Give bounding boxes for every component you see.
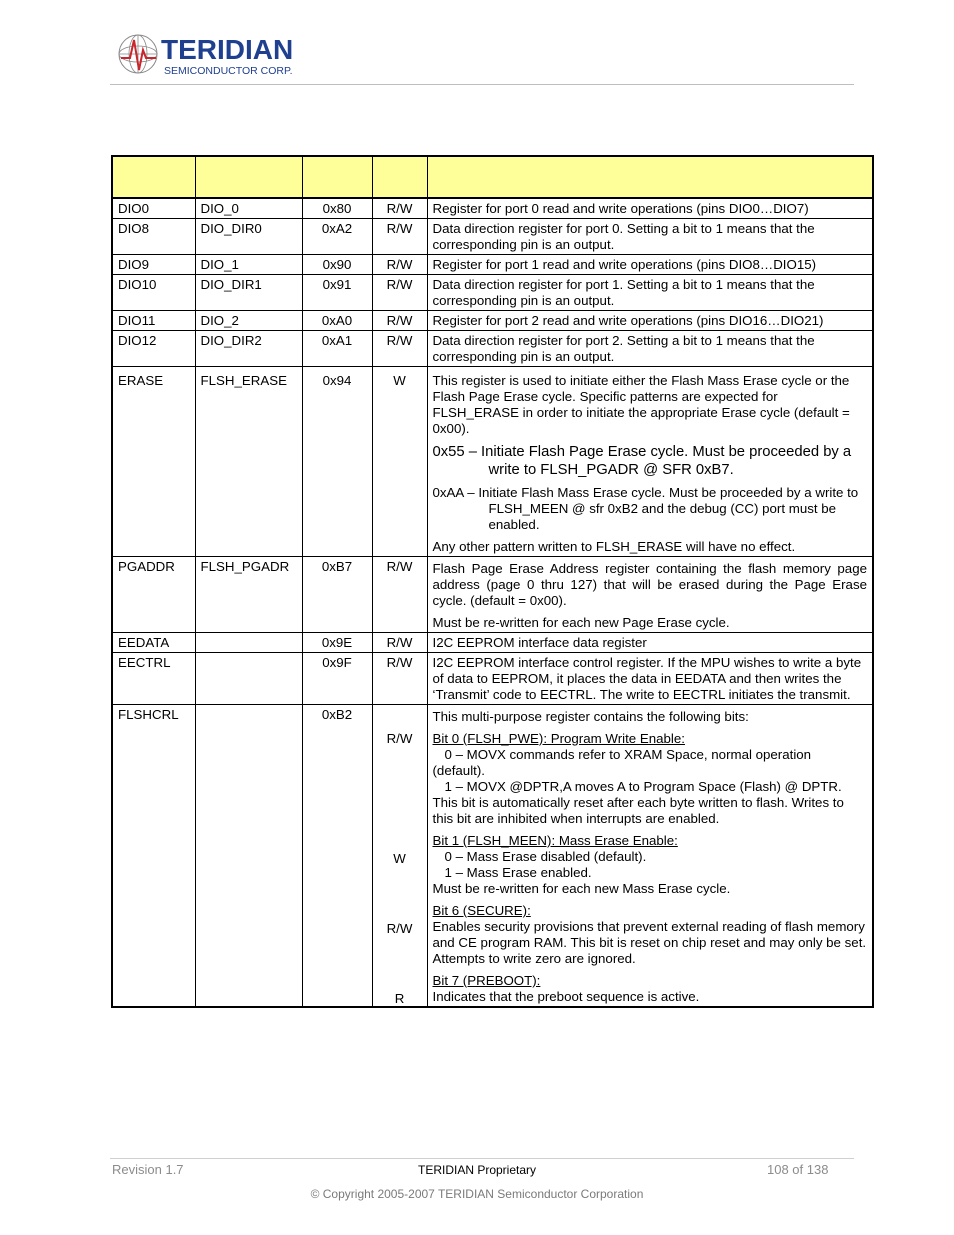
bit1-line1: 0 – Mass Erase disabled (default). bbox=[444, 849, 647, 864]
sfr-name: DIO_DIR2 bbox=[195, 331, 302, 367]
description: I2C EEPROM interface control register. If the MPU wishes to write a byte of data to EEPROM, it places the data in EEDATA and then writes the ‘Transmit’ code to EECTRL. The write to EECTRL initiates the transmit. bbox=[427, 653, 873, 705]
sfr-address: 0xA1 bbox=[302, 331, 372, 367]
sfr-address: 0x94 bbox=[302, 367, 372, 557]
description bbox=[427, 367, 873, 557]
table-row-erase bbox=[112, 367, 873, 557]
register-name: ERASE bbox=[112, 367, 195, 557]
access-type bbox=[372, 705, 427, 1008]
flshcrl-bit0 bbox=[433, 731, 868, 827]
table-row-eectrl bbox=[112, 653, 873, 705]
table-row bbox=[112, 311, 873, 331]
sfr-address: 0x90 bbox=[302, 255, 372, 275]
header-cell bbox=[372, 156, 427, 198]
header-cell bbox=[427, 156, 873, 198]
sfr-address: 0xB2 bbox=[302, 705, 372, 1008]
sfr-name: FLSH_ERASE bbox=[195, 367, 302, 557]
sfr-address: 0x9E bbox=[302, 633, 372, 653]
access-bit6: R/W bbox=[386, 921, 413, 936]
bit1-line2: 1 – Mass Erase enabled. bbox=[444, 865, 592, 880]
bit6-line1: Enables security provisions that prevent external reading of flash memory and CE program RAM. This bit is reset on chip reset and may only be set. Attempts to write zero are ignored. bbox=[432, 919, 867, 966]
access-type: W bbox=[372, 367, 427, 557]
sfr-address: 0x91 bbox=[302, 275, 372, 311]
access-bit1: W bbox=[393, 851, 406, 866]
logo-tagline: SEMICONDUCTOR CORP. bbox=[164, 65, 293, 77]
footer-divider bbox=[110, 1158, 854, 1159]
bit7-title: Bit 7 (PREBOOT): bbox=[432, 973, 541, 988]
table-row bbox=[112, 198, 873, 219]
access-type: R/W bbox=[372, 219, 427, 255]
logo-globe-icon bbox=[119, 35, 157, 73]
header-cell bbox=[195, 156, 302, 198]
table-row bbox=[112, 331, 873, 367]
access-type: R/W bbox=[372, 633, 427, 653]
table-header-row bbox=[112, 156, 873, 198]
access-type: R/W bbox=[372, 275, 427, 311]
bit6-title: Bit 6 (SECURE): bbox=[432, 903, 531, 918]
header-cell bbox=[302, 156, 372, 198]
bit7-line1: Indicates that the preboot sequence is active. bbox=[432, 989, 700, 1004]
teridian-logo bbox=[118, 32, 318, 78]
footer-page-number: 108 of 138 bbox=[767, 1162, 829, 1177]
flshcrl-bit7 bbox=[433, 973, 868, 1005]
access-type: R/W bbox=[372, 311, 427, 331]
table-row-flshcrl bbox=[112, 705, 873, 1008]
table-row-eedata bbox=[112, 633, 873, 653]
register-name: DIO0 bbox=[112, 198, 195, 219]
sfr-register-table bbox=[111, 155, 874, 1008]
sfr-name: DIO_DIR1 bbox=[195, 275, 302, 311]
register-name: DIO12 bbox=[112, 331, 195, 367]
pgaddr-desc: Flash Page Erase Address register containing the flash memory page address (page 0 thru 127) that will be erased during the Page Erase cycle. (default = 0x00). bbox=[432, 561, 867, 608]
flshcrl-intro: This multi-purpose register contains the following bits: bbox=[432, 709, 749, 724]
register-name: EECTRL bbox=[112, 653, 195, 705]
header-divider bbox=[110, 84, 854, 85]
footer-proprietary: TERIDIAN Proprietary bbox=[417, 1163, 537, 1177]
sfr-name bbox=[195, 705, 302, 1008]
erase-other-pattern: Any other pattern written to FLSH_ERASE will have no effect. bbox=[432, 539, 796, 554]
register-name: PGADDR bbox=[112, 557, 195, 633]
access-type: R/W bbox=[372, 331, 427, 367]
logo-brand-text: TERIDIAN bbox=[161, 34, 294, 65]
erase-pattern-0x55: 0x55 – Initiate Flash Page Erase cycle. Must be proceeded by a write to FLSH_PGADR @ SFR 0xB7. bbox=[432, 444, 852, 478]
bit0-line1: 0 – MOVX commands refer to XRAM Space, normal operation (default). bbox=[432, 747, 812, 778]
footer-copyright: © Copyright 2005-2007 TERIDIAN Semiconductor Corporation bbox=[310, 1187, 644, 1201]
erase-pattern-0xaa: 0xAA – Initiate Flash Mass Erase cycle. Must be proceeded by a write to FLSH_MEEN @ sfr 0xB2 and the debug (CC) port must be enabled. bbox=[432, 485, 859, 532]
access-bit0: R/W bbox=[386, 731, 413, 746]
sfr-name: DIO_DIR0 bbox=[195, 219, 302, 255]
access-type: R/W bbox=[372, 557, 427, 633]
register-name: DIO9 bbox=[112, 255, 195, 275]
register-name: FLSHCRL bbox=[112, 705, 195, 1008]
register-name: DIO11 bbox=[112, 311, 195, 331]
description: Data direction register for port 0. Setting a bit to 1 means that the corresponding pin is an output. bbox=[427, 219, 873, 255]
sfr-address: 0xB7 bbox=[302, 557, 372, 633]
description: Data direction register for port 2. Setting a bit to 1 means that the corresponding pin is an output. bbox=[427, 331, 873, 367]
description: I2C EEPROM interface data register bbox=[427, 633, 873, 653]
bit0-line2: 1 – MOVX @DPTR,A moves A to Program Space (Flash) @ DPTR. This bit is automatically reset after each byte written to flash. Writes to this bit are inhibited when interrupts are enabled. bbox=[432, 779, 844, 826]
header-cell bbox=[112, 156, 195, 198]
sfr-name: DIO_1 bbox=[195, 255, 302, 275]
table-row bbox=[112, 275, 873, 311]
sfr-name: DIO_0 bbox=[195, 198, 302, 219]
register-name: DIO10 bbox=[112, 275, 195, 311]
access-type: R/W bbox=[372, 255, 427, 275]
table-row bbox=[112, 219, 873, 255]
bit1-title: Bit 1 (FLSH_MEEN): Mass Erase Enable: bbox=[432, 833, 678, 848]
table-row bbox=[112, 255, 873, 275]
description: Register for port 1 read and write operations (pins DIO8…DIO15) bbox=[427, 255, 873, 275]
footer-revision: Revision 1.7 bbox=[112, 1162, 184, 1177]
access-type: R/W bbox=[372, 653, 427, 705]
access-type: R/W bbox=[372, 198, 427, 219]
description: Data direction register for port 1. Setting a bit to 1 means that the corresponding pin is an output. bbox=[427, 275, 873, 311]
sfr-address: 0x9F bbox=[302, 653, 372, 705]
sfr-name bbox=[195, 653, 302, 705]
sfr-address: 0x80 bbox=[302, 198, 372, 219]
sfr-name bbox=[195, 633, 302, 653]
sfr-name: FLSH_PGADR bbox=[195, 557, 302, 633]
sfr-address: 0xA2 bbox=[302, 219, 372, 255]
flshcrl-bit6 bbox=[433, 903, 868, 967]
description bbox=[427, 705, 873, 1008]
sfr-name: DIO_2 bbox=[195, 311, 302, 331]
description: Register for port 2 read and write operations (pins DIO16…DIO21) bbox=[427, 311, 873, 331]
description: Register for port 0 read and write operations (pins DIO0…DIO7) bbox=[427, 198, 873, 219]
bit0-title: Bit 0 (FLSH_PWE): Program Write Enable: bbox=[432, 731, 685, 746]
sfr-address: 0xA0 bbox=[302, 311, 372, 331]
register-name: EEDATA bbox=[112, 633, 195, 653]
flshcrl-bit1 bbox=[433, 833, 868, 897]
pgaddr-note: Must be re-written for each new Page Erase cycle. bbox=[432, 615, 730, 630]
access-bit7: R bbox=[394, 991, 405, 1006]
register-name: DIO8 bbox=[112, 219, 195, 255]
table-row-pgaddr bbox=[112, 557, 873, 633]
bit1-line3: Must be re-written for each new Mass Erase cycle. bbox=[432, 881, 731, 896]
description bbox=[427, 557, 873, 633]
erase-intro: This register is used to initiate either the Flash Mass Erase cycle or the Flash Page Erase cycle. Specific patterns are expected for FLSH_ERASE in order to initiate the appropriate Erase cycle (default = 0x00). bbox=[432, 373, 850, 436]
